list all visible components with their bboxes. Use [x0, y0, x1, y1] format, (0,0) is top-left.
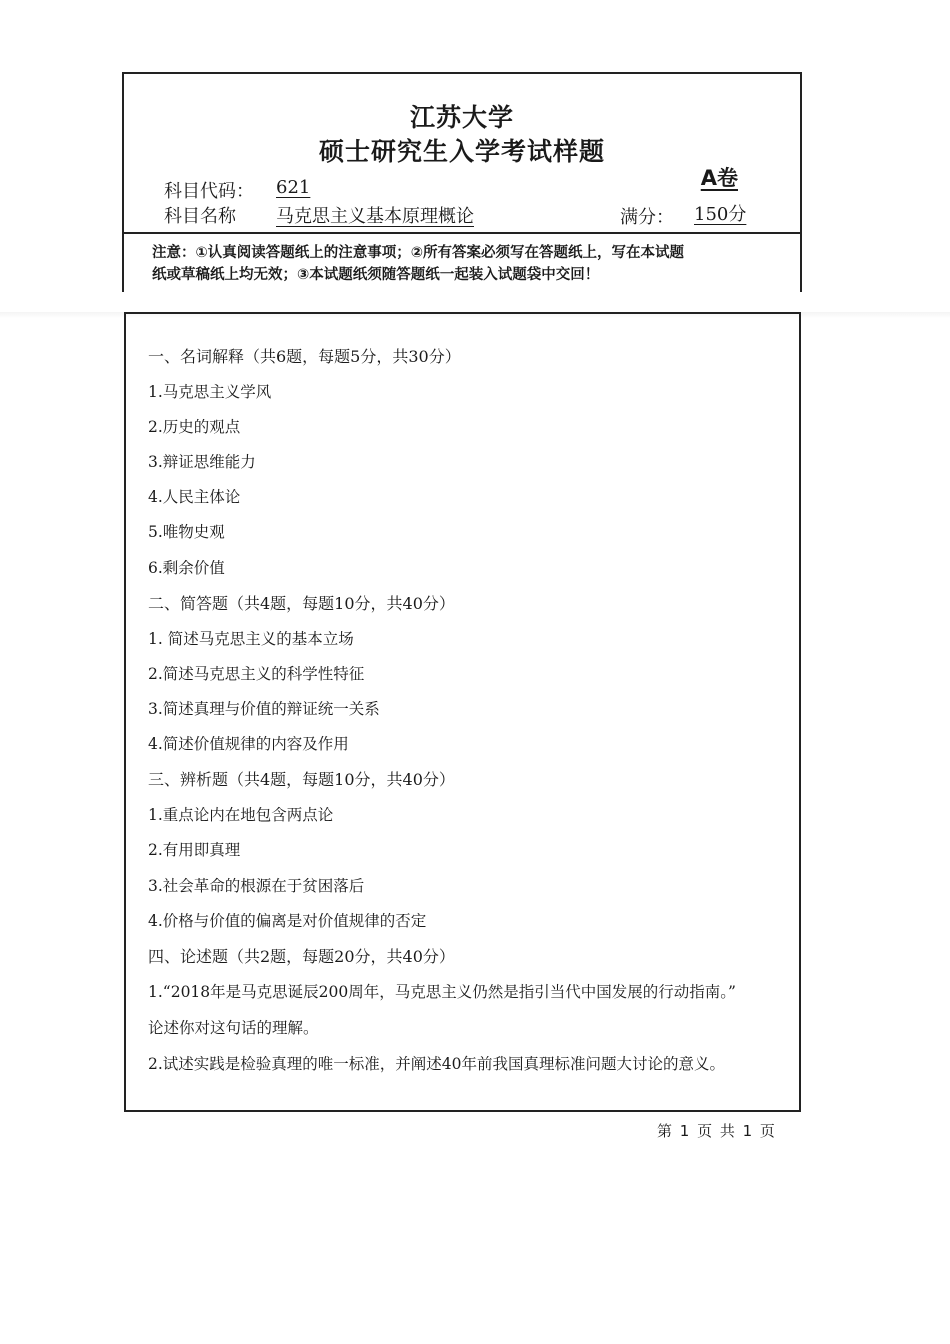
exam-notice [152, 242, 760, 286]
exam-title: 硕士研究生入学考试样题 [318, 137, 605, 166]
header-divider [124, 232, 800, 234]
subject-code: 621 [276, 177, 311, 198]
question-item: 3.简述真理与价值的辩证统一关系 [148, 700, 380, 718]
subject-name-label: 科目名称 [164, 206, 236, 227]
exam-header [122, 72, 802, 292]
question-item: 6.剩余价值 [148, 559, 225, 577]
question-item: 论述你对这句话的理解。 [148, 1019, 319, 1037]
question-item: 2.有用即真理 [148, 841, 241, 859]
full-score-label: 满分： [620, 207, 674, 228]
question-item: 1.重点论内在地包含两点论 [148, 806, 334, 824]
subject-code-label: 科目代码： [164, 181, 254, 202]
subject-name: 马克思主义基本原理概论 [276, 206, 474, 227]
question-item: 3.社会革命的根源在于贫困落后 [148, 877, 365, 895]
question-item: 3.辩证思维能力 [148, 453, 256, 471]
question-item: 4.人民主体论 [148, 488, 241, 506]
section-title: 二、简答题（共4题，每题10分，共40分） [148, 594, 455, 613]
questions-area [124, 312, 801, 1112]
full-score: 150分 [694, 204, 747, 225]
question-item: 5.唯物史观 [148, 523, 225, 541]
notice-line: 纸或草稿纸上均无效；③本试题纸须随答题纸一起装入试题袋中交回！ [152, 267, 600, 283]
question-item: 4.简述价值规律的内容及作用 [148, 735, 349, 753]
section-title: 三、辨析题（共4题，每题10分，共40分） [148, 770, 455, 789]
university-name: 江苏大学 [409, 103, 514, 132]
section-title: 一、名词解释（共6题，每题5分，共30分） [148, 347, 461, 366]
question-item: 2.历史的观点 [148, 418, 241, 436]
notice-line: 注意：①认真阅读答题纸上的注意事项；②所有答案必须写在答题纸上，写在本试题 [152, 245, 685, 261]
paper-version: A卷 [700, 166, 738, 190]
question-item: 2.试述实践是检验真理的唯一标准，并阐述40年前我国真理标准问题大讨论的意义。 [148, 1055, 726, 1073]
section-title: 四、论述题（共2题，每题20分，共40分） [148, 947, 455, 966]
page-number: 第 1 页 共 1 页 [657, 1122, 775, 1140]
question-item: 2.简述马克思主义的科学性特征 [148, 665, 365, 683]
question-item: 1. 简述马克思主义的基本立场 [148, 630, 354, 648]
question-item: 1.“2018年是马克思诞辰200周年，马克思主义仍然是指引当代中国发展的行动指南。” [148, 983, 736, 1001]
question-item: 4.价格与价值的偏离是对价值规律的否定 [148, 912, 427, 930]
question-item: 1.马克思主义学风 [148, 383, 272, 401]
